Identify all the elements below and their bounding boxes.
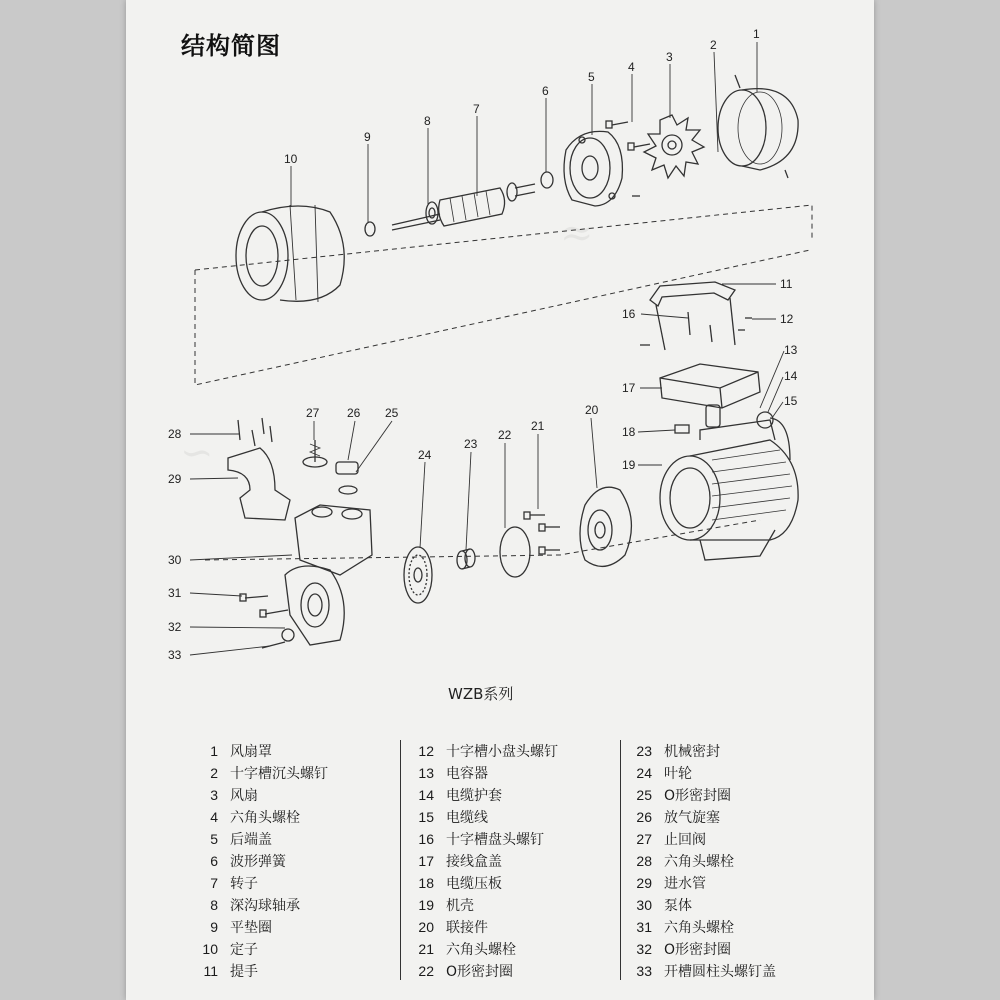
callout-number: 15 <box>784 394 798 408</box>
callout-number: 21 <box>531 419 545 433</box>
legend-number: 10 <box>202 941 218 957</box>
legend-item <box>196 895 300 915</box>
connector-part <box>580 487 631 566</box>
legend-number: 13 <box>418 765 434 781</box>
leader-lines <box>190 42 784 655</box>
slotted-screw-cap-part <box>262 629 294 648</box>
legend-item <box>630 807 720 827</box>
legend-number: 25 <box>636 787 652 803</box>
legend-number: 24 <box>636 765 652 781</box>
legend-item <box>196 785 258 805</box>
pan-head-screw-part <box>640 312 752 345</box>
terminal-box-cover-part <box>660 364 760 408</box>
legend-number: 7 <box>210 875 218 891</box>
legend-part-name: 风扇 <box>230 788 258 804</box>
legend-item <box>412 829 544 849</box>
legend-item <box>630 917 734 937</box>
legend-part-name: 电缆护套 <box>446 788 502 804</box>
callout-number: 24 <box>418 448 432 462</box>
callout-number: 5 <box>588 70 595 84</box>
legend-part-name: 平垫圈 <box>230 920 272 936</box>
callout-number: 17 <box>622 381 636 395</box>
legend-part-name: 六角头螺栓 <box>446 942 516 958</box>
callout-number: 10 <box>284 152 298 166</box>
legend-part-name: 后端盖 <box>230 832 272 848</box>
legend-item <box>630 939 731 959</box>
legend-item <box>196 917 272 937</box>
legend-item <box>196 829 272 849</box>
legend-item <box>630 829 706 849</box>
legend-number: 23 <box>636 743 652 759</box>
legend-part-name: 叶轮 <box>664 766 692 782</box>
legend-part-name: 转子 <box>230 876 258 892</box>
legend-number: 32 <box>636 941 652 957</box>
legend-item <box>630 763 692 783</box>
fan-cover-part <box>718 75 798 178</box>
callout-number: 7 <box>473 102 480 116</box>
legend-number: 1 <box>210 743 218 759</box>
callout-number: 22 <box>498 428 512 442</box>
callout-number: 18 <box>622 425 636 439</box>
legend-item <box>630 895 692 915</box>
legend-number: 9 <box>210 919 218 935</box>
check-valve-part <box>303 440 327 467</box>
motor-housing-part <box>660 420 798 560</box>
legend-number: 16 <box>418 831 434 847</box>
stator-part <box>236 205 344 302</box>
legend-item <box>196 807 300 827</box>
bleed-through-mark: ≈ <box>560 210 594 256</box>
legend-item <box>630 741 720 761</box>
legend-number: 15 <box>418 809 434 825</box>
legend-part-name: 六角头螺栓 <box>664 920 734 936</box>
legend-part-name: 联接件 <box>446 920 488 936</box>
callout-number: 4 <box>628 60 635 74</box>
callout-number: 16 <box>622 307 636 321</box>
legend-part-name: O形密封圈 <box>664 788 732 804</box>
callout-number: 23 <box>464 437 478 451</box>
legend-part-name: 电缆线 <box>446 810 488 826</box>
cable-part <box>770 418 790 460</box>
callout-number: 6 <box>542 84 549 98</box>
legend-number: 22 <box>418 963 434 979</box>
legend-item <box>412 851 502 871</box>
callout-number: 29 <box>168 472 182 486</box>
legend-part-name: 风扇罩 <box>230 744 272 760</box>
legend-part-name: 止回阀 <box>664 832 706 848</box>
legend-part-name: 泵体 <box>664 898 692 914</box>
legend-number: 27 <box>636 831 652 847</box>
callout-number: 30 <box>168 553 182 567</box>
legend-part-name: 六角头螺栓 <box>664 854 734 870</box>
impeller-part <box>404 547 432 603</box>
legend-number: 19 <box>418 897 434 913</box>
legend-part-name: 电容器 <box>446 766 488 782</box>
ball-bearing-part <box>426 202 438 224</box>
legend-number: 8 <box>210 897 218 913</box>
legend-item <box>412 763 488 783</box>
legend-number: 31 <box>636 919 652 935</box>
legend-number: 4 <box>210 809 218 825</box>
callout-number: 31 <box>168 586 182 600</box>
legend-part-name: 六角头螺栓 <box>230 810 300 826</box>
callout-number: 3 <box>666 50 673 64</box>
legend-item <box>412 785 502 805</box>
page-title: 结构简图 <box>181 32 281 60</box>
legend-part-name: 十字槽小盘头螺钉 <box>446 744 558 760</box>
callout-number: 19 <box>622 458 636 472</box>
legend-item <box>196 939 258 959</box>
hex-bolt-part <box>238 418 272 446</box>
legend-item <box>412 895 474 915</box>
o-ring-part <box>339 486 357 494</box>
callout-number: 1 <box>753 27 760 41</box>
legend-number: 20 <box>418 919 434 935</box>
flat-washer-part <box>365 222 375 236</box>
legend-number: 33 <box>636 963 652 979</box>
rear-end-cover-part <box>564 131 622 206</box>
callout-number: 14 <box>784 369 798 383</box>
callout-number: 8 <box>424 114 431 128</box>
legend-column-divider <box>620 740 621 980</box>
legend-item <box>196 851 286 871</box>
legend-part-name: 提手 <box>230 964 258 980</box>
legend-number: 26 <box>636 809 652 825</box>
legend-part-name: 定子 <box>230 942 258 958</box>
legend-item <box>412 873 502 893</box>
legend-part-name: O形密封圈 <box>664 942 732 958</box>
legend-item <box>196 873 258 893</box>
legend-number: 18 <box>418 875 434 891</box>
callout-number: 28 <box>168 427 182 441</box>
legend-item <box>412 807 488 827</box>
legend-part-name: 开槽圆柱头螺钉盖 <box>664 964 776 980</box>
legend-part-name: 电缆压板 <box>446 876 502 892</box>
callout-number: 9 <box>364 130 371 144</box>
legend-item <box>196 763 328 783</box>
callout-number: 27 <box>306 406 320 420</box>
legend-number: 30 <box>636 897 652 913</box>
hex-bolt-part <box>240 594 268 601</box>
air-vent-plug-part <box>336 462 358 474</box>
legend-part-name: 十字槽沉头螺钉 <box>230 766 328 782</box>
callout-number: 32 <box>168 620 182 634</box>
legend-item <box>630 851 734 871</box>
legend-item <box>196 961 258 981</box>
o-ring-part <box>500 527 530 577</box>
bleed-through-mark: ∽ <box>180 430 214 476</box>
legend-number: 28 <box>636 853 652 869</box>
assembly-guide-line <box>205 520 760 560</box>
callout-number: 2 <box>710 38 717 52</box>
capacitor-part <box>706 405 720 427</box>
legend-item <box>412 939 516 959</box>
legend-part-name: O形密封圈 <box>446 964 514 980</box>
inlet-pipe-part <box>228 448 290 520</box>
legend-number: 2 <box>210 765 218 781</box>
legend-number: 21 <box>418 941 434 957</box>
legend-number: 6 <box>210 853 218 869</box>
legend-part-name: 机壳 <box>446 898 474 914</box>
rotor-part <box>392 183 535 230</box>
pump-body-part <box>285 505 372 645</box>
legend-number: 29 <box>636 875 652 891</box>
callout-number: 33 <box>168 648 182 662</box>
callout-number: 20 <box>585 403 599 417</box>
cable-clamp-part <box>675 425 689 433</box>
callout-number: 11 <box>780 277 793 291</box>
callout-number: 26 <box>347 406 361 420</box>
callout-number: 25 <box>385 406 399 420</box>
mechanical-seal-part <box>457 549 475 569</box>
legend-part-name: 波形弹簧 <box>230 854 286 870</box>
legend-number: 11 <box>203 963 218 979</box>
legend-part-name: 放气旋塞 <box>664 810 720 826</box>
legend-item <box>630 785 731 805</box>
legend-number: 14 <box>418 787 434 803</box>
series-label: WZB系列 <box>448 685 514 703</box>
legend-part-name: 机械密封 <box>664 744 720 760</box>
callout-number: 12 <box>780 312 794 326</box>
legend-part-name: 接线盒盖 <box>446 854 502 870</box>
legend-item <box>630 961 776 981</box>
hex-bolt-part <box>260 610 288 617</box>
legend-part-name: 深沟球轴承 <box>230 898 300 914</box>
legend-number: 17 <box>418 853 434 869</box>
legend-item <box>412 961 513 981</box>
hex-bolt-part <box>606 121 650 196</box>
legend-part-name: 十字槽盘头螺钉 <box>446 832 544 848</box>
legend-part-name: 进水管 <box>664 876 706 892</box>
legend-item <box>412 917 488 937</box>
legend-number: 12 <box>418 743 434 759</box>
fan-part <box>644 115 704 178</box>
callout-number: 13 <box>784 343 798 357</box>
legend-item <box>412 741 558 761</box>
legend-number: 5 <box>210 831 218 847</box>
legend-number: 3 <box>210 787 218 803</box>
legend-item <box>630 873 706 893</box>
legend-column-divider <box>400 740 401 980</box>
legend-item <box>196 741 272 761</box>
wave-spring-part <box>541 172 553 188</box>
